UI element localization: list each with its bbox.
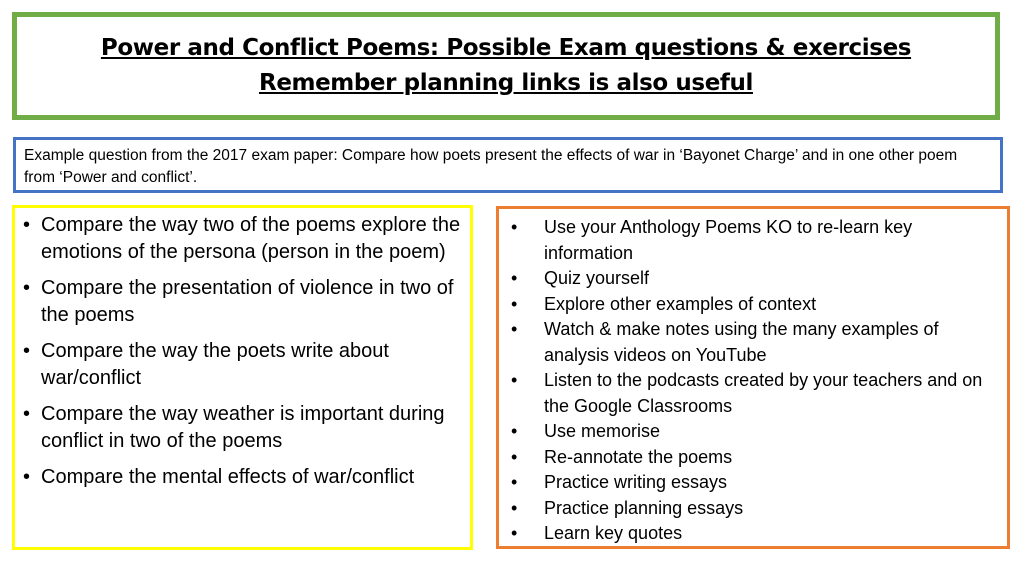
bullet-icon: • (23, 340, 31, 362)
list-item (23, 338, 462, 392)
bullet-icon: • (23, 214, 31, 236)
list-item (23, 401, 462, 455)
bullet-icon: • (511, 268, 518, 288)
list-item-text: Quiz yourself (544, 268, 650, 288)
revision-tips-list (507, 215, 999, 547)
bullet-icon: • (23, 277, 31, 299)
list-item-text: Use memorise (544, 421, 661, 441)
list-item-text: Compare the presentation of violence in two of the poems (41, 277, 454, 326)
bullet-icon: • (511, 497, 518, 518)
list-item-text: Re-annotate the poems (544, 446, 733, 467)
title-line-1: Power and Conflict Poems: Possible Exam questions & exercises (100, 35, 912, 61)
list-item (507, 215, 999, 266)
bullet-icon: • (23, 403, 31, 425)
list-item (23, 212, 462, 266)
list-item (507, 266, 999, 292)
exam-questions-box (12, 205, 473, 550)
list-item-text: Practice writing essays (544, 472, 728, 492)
list-item-text: Practice planning essays (544, 497, 744, 518)
example-question-box (13, 137, 1003, 193)
bullet-icon: • (511, 293, 518, 314)
list-item (507, 496, 999, 522)
list-item (507, 419, 999, 445)
bullet-icon: • (511, 472, 518, 492)
bullet-icon: • (511, 217, 518, 237)
bullet-icon: • (511, 523, 518, 543)
list-item-text: Compare the way two of the poems explore the emotions of the persona (person in the poem) (41, 214, 461, 263)
list-item-text: Use your Anthology Poems KO to re-learn key information (544, 217, 913, 263)
list-item (23, 275, 462, 329)
exam-questions-list (23, 212, 462, 491)
revision-tips-box (496, 206, 1010, 549)
list-item-text: Compare the way the poets write about war/conflict (41, 340, 389, 389)
list-item (507, 317, 999, 368)
list-item (507, 292, 999, 318)
list-item (507, 521, 999, 547)
title-box (12, 12, 1000, 120)
bullet-icon: • (511, 421, 518, 441)
list-item-text: Listen to the podcasts created by your teachers and on the Google Classrooms (544, 370, 983, 416)
list-item (23, 464, 462, 491)
list-item (507, 470, 999, 496)
bullet-icon: • (511, 446, 518, 467)
bullet-icon: • (511, 370, 518, 390)
bullet-icon: • (511, 319, 518, 339)
bullet-icon: • (23, 466, 31, 488)
list-item-text: Watch & make notes using the many examples of analysis videos on YouTube (544, 319, 939, 365)
list-item (507, 445, 999, 471)
list-item-text: Compare the mental effects of war/conflict (41, 466, 415, 488)
list-item-text: Compare the way weather is important during conflict in two of the poems (41, 403, 445, 452)
title-line-2: Remember planning links is also useful (259, 70, 753, 96)
list-item-text: Learn key quotes (544, 523, 683, 543)
list-item (507, 368, 999, 419)
list-item-text: Explore other examples of context (544, 293, 817, 314)
example-question-text: Example question from the 2017 exam paper: Compare how poets present the effects of war in ‘Bayonet Charge’ and in one other poem from ‘Power and conflict’. (24, 147, 958, 186)
